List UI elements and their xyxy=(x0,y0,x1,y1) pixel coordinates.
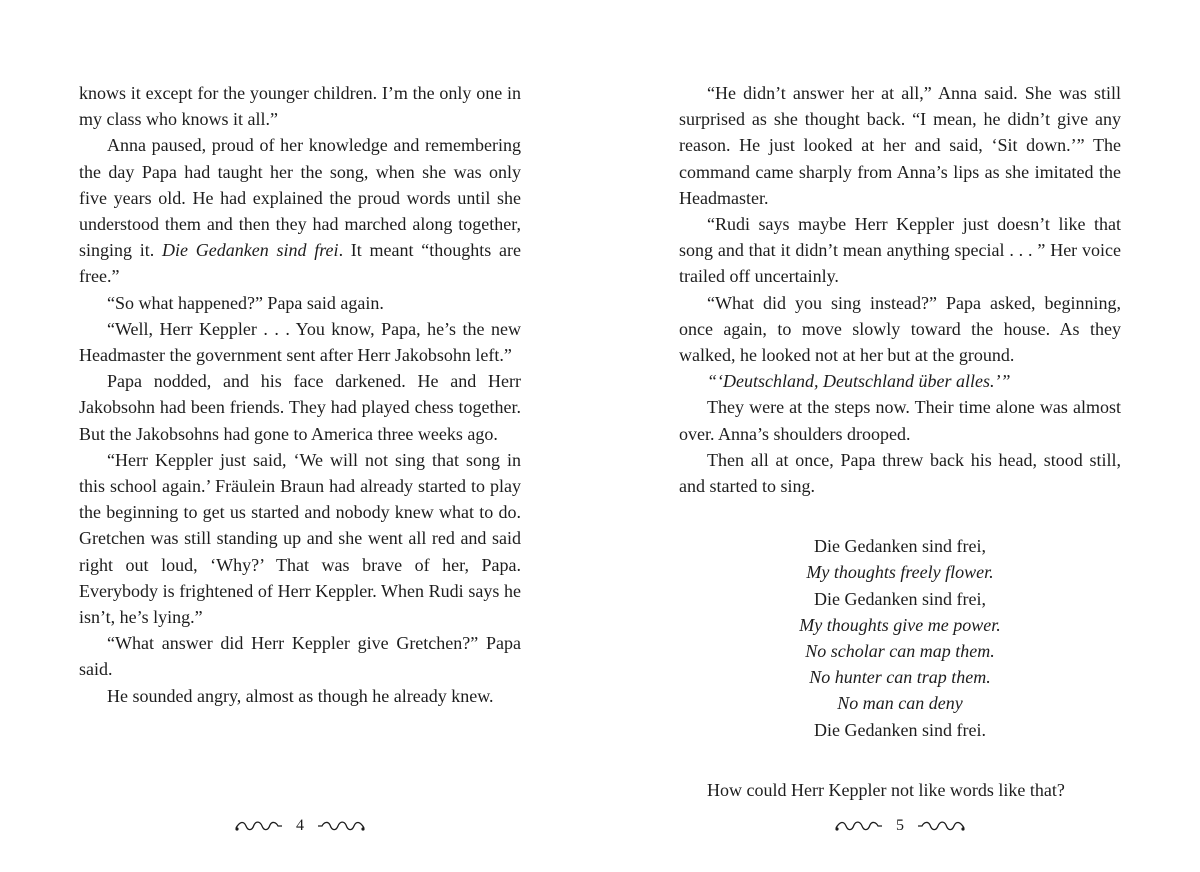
right-page xyxy=(679,80,1121,803)
verse-line: Die Gedanken sind frei, xyxy=(814,536,986,557)
verse-line: Die Gedanken sind frei. xyxy=(814,719,986,740)
page-number: 5 xyxy=(896,817,904,834)
flourish-right-icon xyxy=(316,819,366,833)
closing-paragraph: How could Herr Keppler not like words like that? xyxy=(707,779,1065,800)
paragraph: “Herr Keppler just said, ‘We will not sing that song in this school again.’ Fräulein Braun had already started to play the beginning to get us started and nobody knew what to do. Gretchen was still standing up and she went all red and said right out loud, ‘Why?’ That was brave of her, Papa. Everybody is frightened of Herr Keppler. When Rudi says he isn’t, he’s lying.” xyxy=(79,449,521,628)
verse-line: My thoughts give me power. xyxy=(799,614,1001,635)
left-page xyxy=(79,80,521,709)
paragraph: “He didn’t answer her at all,” Anna said. She was still surprised as she thought back. “I mean, he didn’t give any reason. He just looked at her and said, ‘Sit down.’” The command came sharply from Anna’s lips as she imitated the Headmaster. xyxy=(679,83,1121,208)
paragraph: Then all at once, Papa threw back his head, stood still, and started to sing. xyxy=(679,449,1121,497)
page-footer-left xyxy=(79,814,521,838)
verse-line: Die Gedanken sind frei, xyxy=(814,588,986,609)
paragraph: Anna paused, proud of her knowledge and remembering the day Papa had taught her the song, when she was only five years old. He had explained the proud words until she understood them and then they had marched along together, singing it. Die Gedanken sind frei. It meant “thoughts are free.” xyxy=(79,135,521,287)
verse-line: No hunter can trap them. xyxy=(809,667,991,688)
verse-line: No man can deny xyxy=(837,693,963,714)
paragraph: “So what happened?” Papa said again. xyxy=(107,292,384,313)
flourish-left-icon xyxy=(234,819,284,833)
paragraph: They were at the steps now. Their time alone was almost over. Anna’s shoulders drooped. xyxy=(679,397,1121,444)
page-footer-right xyxy=(679,814,1121,838)
paragraph: He sounded angry, almost as though he already knew. xyxy=(107,685,494,706)
paragraph: “What did you sing instead?” Papa asked, beginning, once again, to move slowly toward the house. As they walked, he looked not at her but at the ground. xyxy=(679,292,1121,366)
paragraph: knows it except for the younger children. I’m the only one in my class who knows it all.” xyxy=(79,83,521,130)
paragraph: “What answer did Herr Keppler give Gretchen?” Papa said. xyxy=(79,633,521,680)
paragraph: “Well, Herr Keppler . . . You know, Papa, he’s the new Headmaster the government sent after Herr Jakobsohn left.” xyxy=(79,318,521,366)
flourish-right-icon xyxy=(916,819,966,833)
paragraph: “Rudi says maybe Herr Keppler just doesn’t like that song and that it didn’t mean anything special . . . ” Her voice trailed off uncertainly. xyxy=(679,214,1121,287)
page-number: 4 xyxy=(296,817,304,834)
paragraph: “‘Deutschland, Deutschland über alles.’” xyxy=(707,371,1011,392)
verse-line: No scholar can map them. xyxy=(805,641,995,662)
flourish-left-icon xyxy=(834,819,884,833)
verse-line: My thoughts freely flower. xyxy=(806,562,994,583)
song-verse xyxy=(679,533,1121,743)
paragraph: Papa nodded, and his face darkened. He and Herr Jakobsohn had been friends. They had played chess together. But the Jakobsohns had gone to America three weeks ago. xyxy=(79,371,521,444)
